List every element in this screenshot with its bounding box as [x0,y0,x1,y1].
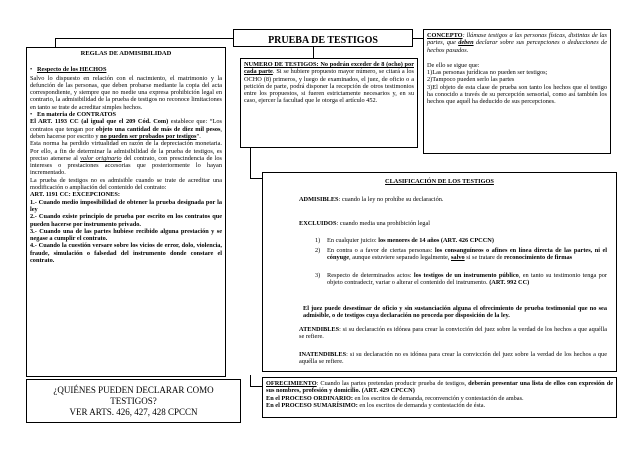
clasificacion-box [262,172,617,372]
ofrecimiento-box [262,377,617,418]
numero-label: NUMERO DE TESTIGOS: No podrán exceder de 8 (ocho) por cada parte [244,61,414,76]
atendibles-text: : si su declaración es idónea para crear la convicción del juez sobre la verdad de los hechos a que aquélla se refiere. [299,326,607,341]
norma-b: del contrato, con prescindencia de los intereses o prestaciones accesorias que posteriormente lo hayan incrementado. [30,154,223,177]
numero-box [240,58,418,148]
item2-d: salvo [450,254,465,262]
art1193-c: objeto una cantidad de más de diez mil pesos [95,125,221,133]
concepto-box [423,29,611,154]
excluidos-line [299,220,599,227]
hechos-text: Salvo lo dispuesto en relación con el nacimiento, el matrimonio y la defunción de las personas, que deben probarse mediante la copia del acta correspondiente, y siempre que no medie una expresa prohibición legal en contrario, la admisibilidad de la prueba de testigos no reconoce limitaciones en tanto se trate de acreditar simples hechos. [30,74,222,111]
sumarisimo-label: En el PROCESO SUMARÍSIMO: [266,401,358,409]
reglas-box [26,47,226,377]
norma-text [30,140,222,176]
admisibles-line [299,196,599,203]
item2-f: reconocimiento de firmas [503,254,573,262]
connector-numero-clasif-h [250,178,262,179]
connector-ofrecimiento-v [250,375,251,387]
reglas-contratos [30,111,222,118]
item2-e: si se tratare de [464,254,504,262]
norma-a: Esta norma ha perdido virtualidad en razón de la depreciación monetaria. Por ello, a fin de determinar la admisibilidad de la prueba de testigos, es preciso atenerse al [30,140,222,162]
concepto-item-2: 2)Tampoco pueden serlo las partes [427,76,515,84]
inatendibles-text: : si su declaración no es idónea para crear la convicción del juez sobre la verdad de los hechos a que aquélla se refiere. [299,351,607,366]
admisibles-text: : cuando la ley no prohíbe su declaración. [338,196,444,203]
ofrecimiento-a: : Cuando las partes pretendan producir prueba de testigos, [316,380,469,387]
atendibles-line [299,326,607,341]
numero-text [244,61,414,105]
reglas-hechos [30,66,222,73]
item3-num: 3) [315,272,321,279]
art1193-b: establece que: “Los contratos que tengan por [30,118,222,133]
item3-b: los testigos de un instrumento público [413,272,519,279]
concepto-a: : llámase testigos a las personas físicas, distintas de las partes, que [427,32,607,47]
item3-c: , en tanto su testimonio tenga por objeto contradecir, variar o alterar el contenido del instrumento. [327,272,607,287]
regla-text: La prueba de testigos no es admisible cuando se trate de acreditar una modificación o ampliación del contenido del contrato: [30,176,222,192]
item1-b: los menores de 14 años (ART. 426 CPCCN) [378,237,494,244]
concepto-b: deben [458,39,474,47]
connector-reglas-h [55,38,233,39]
item2-b: los consanguíneos o afines en línea directa de las partes, ni el cónyuge [327,247,607,262]
excluido-item-1 [315,237,615,244]
art1193-text [30,118,222,140]
quienes-line-2: VER ARTS. 426, 427, 428 CPCCN [69,407,198,417]
concepto-c: declarar sobre sus percepciones o deducciones de hechos pasados. [427,39,607,54]
hechos-label: Respecto de los HECHOS [37,66,107,74]
title-box [233,29,413,47]
connector-title-concepto [413,38,423,39]
item3-d: (ART. 992 CC) [489,279,530,287]
connector-numero-clasif-v [250,148,251,179]
excluido-item-3 [315,272,607,287]
art1193-a: El ART. 1193 CC (al igual que el 209 Cód. Com) [30,118,169,126]
concepto-sigue: De ello se sigue que: [427,61,480,69]
concepto-item-3: 3)El objeto de esta clase de prueba son tanto los hechos que el testigo ha conocido a través de su percepción sensorial, como así también los hechos que aquél ha deducido de sus percepciones. [427,83,607,106]
item3-a: Respecto de determinados actos: [327,272,414,279]
ordinario-label: En el PROCESO ORDINARIO: [266,394,353,402]
concepto-text [427,32,607,54]
numero-body: . Si se hubiere propuesto mayor número, se citará a los OCHO (8) primeros, y luego de examinados, el juez, de oficio o a petición de parte, podrá disponer la recepción de otros testimonios entre los propuestos, si fueren estrictamente necesarios y, en su caso, ejercer la facultad que le otorga el artículo 452. [244,68,414,105]
inatendibles-line [299,351,607,366]
quienes-line-1: ¿QUIÉNES PUEDEN DECLARAR COMO TESTIGOS? [53,385,214,406]
page-title: PRUEBA DE TESTIGOS [268,35,378,46]
sumarisimo-text: en los escritos de demanda y contestación de ésta. [357,401,486,409]
juez-text: El juez puede desestimar de oficio y sin sustanciación alguna el ofrecimiento de prueba testimonial que no sea admisible, o de testigos cuya declaración no proceda por disposición de la ley. [303,305,607,320]
ofrecimiento-sumarisimo [266,402,613,409]
art1193-d: , deben hacerse por escrito y [30,125,222,140]
ofrecimiento-text [266,380,613,395]
ofrecimiento-b: deberán presentar una lista de ellos con expresión de sus nombres, profesión y domicilio. (ART. 429 CPCCN) [266,380,613,395]
inatendibles-label: INATENDIBLES [299,351,347,358]
art1193-e: no pueden ser probados por testigos [100,132,197,140]
clasificacion-title: CLASIFICACIÓN DE LOS TESTIGOS [385,178,494,185]
excluido-item-2 [315,247,607,262]
ofrecimiento-label: OFRECIMIENTO [266,380,317,387]
excepcion-1: 1.- Cuando medio imposibilidad de obtener la prueba designada por la ley [30,198,222,213]
item2-a: En contra o a favor de ciertas personas: [327,247,435,254]
connector-ofrecimiento [250,386,262,387]
quienes-box [26,379,241,423]
item2-num: 2) [315,247,321,254]
contratos-label: En materia de CONTRATOS [37,111,117,119]
ordinario-text: en los escritos de demanda, reconvención y contestación de ambas. [352,394,524,402]
concepto-item-1: 1)Las personas jurídicas no pueden ser testigos; [427,69,548,77]
connector-reglas-top [55,38,56,47]
excepcion-4: 4.- Cuando la cuestión versare sobre los vicios de error, dolo, violencia, fraude, simulación o falsedad del instrumento donde constare el contrato. [30,242,222,265]
item2-c: , aunque estuviere separado legalmente, [349,254,451,262]
excluidos-text: : cuando media una prohibición legal [336,220,431,227]
reglas-heading: REGLAS DE ADMISIBILIDAD [80,50,172,57]
ofrecimiento-ordinario [266,395,613,402]
atendibles-label: ATENDIBLES [299,326,340,333]
excepcion-2: 2.- Cuando existe principio de prueba por escrito en los contratos que pueden hacerse por instrumento privado. [30,213,222,228]
art1191-label: ART. 1191 CC: EXCEPCIONES: [30,191,120,199]
item1-a: En cualquier juicio: [327,237,379,244]
concepto-label: CONCEPTO [427,32,463,39]
excluidos-label: EXCLUIDOS [299,220,337,227]
valor-originario: valor originario [80,154,122,162]
item1-num: 1) [315,237,321,244]
excepcion-3: 3.- Cuando una de las partes hubiese recibido alguna prestación y se negase a cumplir el contrato. [30,227,222,243]
art1193-f: ”. [196,132,201,140]
admisibles-label: ADMISIBLES [299,196,339,203]
